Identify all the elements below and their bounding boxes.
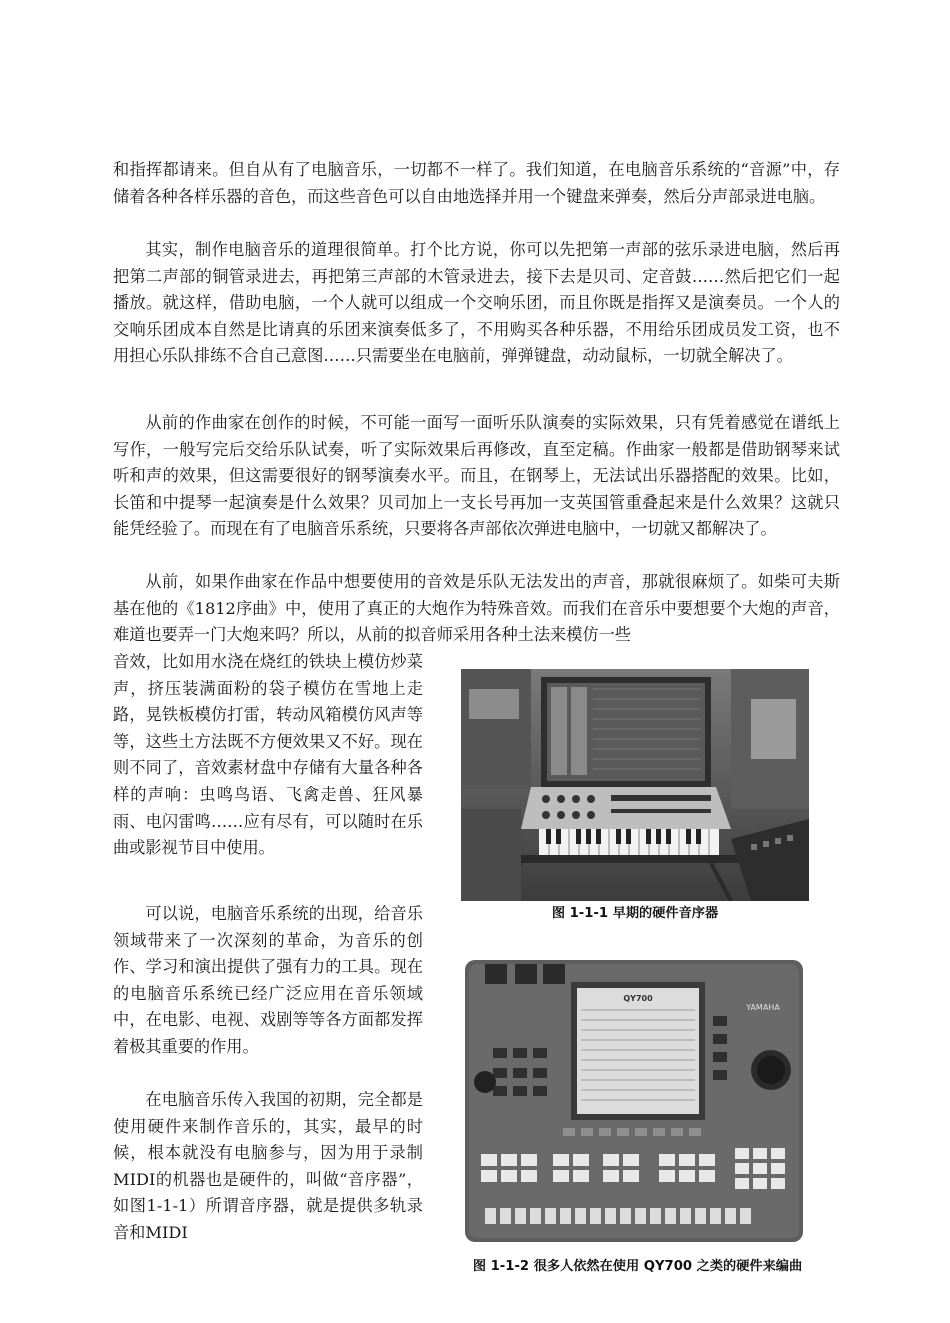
paragraph-3: 从前的作曲家在创作的时候，不可能一面写一面听乐队演奏的实际效果，只有凭着感觉在谱纸上写作，一般写完后交给乐队试奏，听了实际效果后再修改，直至定稿。作曲家一般都是借助钢琴来试听和声的效果，但这需要很好的钢琴演奏水平。而且，在钢琴上，无法试出乐器搭配的效果。比如，长笛和中提琴一起演奏是什么效果？贝司加上一支长号再加一支英国管重叠起来是什么效果？这就只能凭经验了。而现在有了电脑音乐系统，只要将各声部依次弹进电脑中，一切就又都解决了。 (113, 413, 840, 539)
hardware-sequencer-photo (461, 669, 809, 901)
qy700-device-photo (463, 958, 805, 1244)
figure-1-1-1-caption: 图 1-1-1 早期的硬件音序器 (551, 906, 719, 921)
model-label: QY700 (623, 994, 653, 1003)
brand-label: YAMAHA (746, 1003, 780, 1012)
paragraph-2: 其实，制作电脑音乐的道理很简单。打个比方说，你可以先把第一声部的弦乐录进电脑，然后再把第二声部的铜管录进去，再把第三声部的木管录进去，接下去是贝司、定音鼓……然后把它们一起播放。就这样，借助电脑，一个人就可以组成一个交响乐团，而且你既是指挥又是演奏员。一个人的交响乐团成本自然是比请真的乐团来演奏低多了，不用购买各种乐器，不用给乐团成员发工资，也不用担心乐队排练不合自己意图……只需要坐在电脑前，弹弹键盘，动动鼠标，一切就全解决了。 (113, 240, 840, 366)
paragraph-6: 可以说，电脑音乐系统的出现，给音乐领域带来了一次深刻的革命，为音乐的创作、学习和演出提供了强有力的工具。现在的电脑音乐系统已经广泛应用在音乐领域中，在电影、电视、戏剧等等各方面都发挥着极其重要的作用。 (113, 904, 423, 1056)
paragraph-1: 和指挥都请来。但自从有了电脑音乐，一切都不一样了。我们知道，在电脑音乐系统的“音源”中，存储着各种各样乐器的音色，而这些音色可以自由地选择并用一个键盘来弹奏，然后分声部录进电脑。 (113, 160, 840, 206)
paragraph-5: 音效，比如用水浇在烧红的铁块上模仿炒菜声，挤压装满面粉的袋子模仿在雪地上走路，晃铁板模仿打雷，转动风箱模仿风声等等，这些土方法既不方便效果又不好。现在则不同了，音效素材盘中存储有大量各种各样的声响：虫鸣鸟语、飞禽走兽、狂风暴雨、电闪雷鸣……应有尽有，可以随时在乐曲或影视节目中使用。 (113, 652, 423, 858)
paragraph-7: 在电脑音乐传入我国的初期，完全都是使用硬件来制作音乐的，其实，最早的时候，根本就没有电脑参与，因为用于录制MIDI的机器也是硬件的，叫做“音序器”，如图1-1-1）所谓音序器，就是提供多轨录音和MIDI (113, 1090, 423, 1242)
qy700-illustration (463, 958, 805, 1244)
figure-1-1-2-caption: 图 1-1-2 很多人依然在使用 QY700 之类的硬件来编曲 (472, 1259, 803, 1274)
paragraph-4: 从前，如果作曲家在作品中想要使用的音效是乐队无法发出的声音，那就很麻烦了。如柴可夫斯基在他的《1812序曲》中，使用了真正的大炮作为特殊音效。而我们在音乐中要想要个大炮的声音，难道也要弄一门大炮来吗？所以，从前的拟音师采用各种土法来模仿一些 (113, 572, 840, 645)
sequencer-illustration (461, 669, 809, 901)
